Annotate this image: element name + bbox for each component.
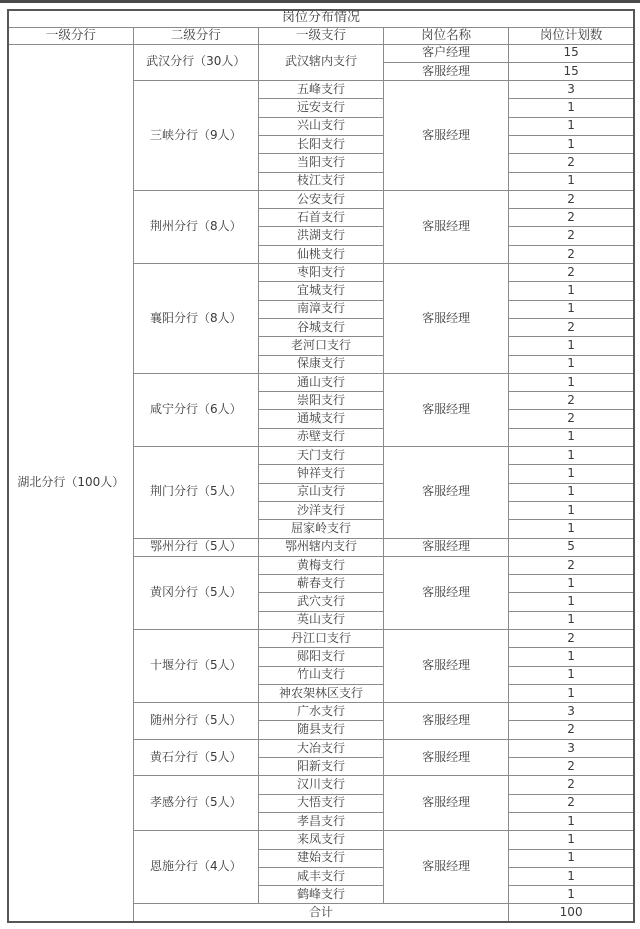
cell-count: 15: [509, 44, 634, 62]
cell-second-level-branch: 武汉分行（30人）: [133, 44, 258, 81]
cell-count: 1: [509, 648, 634, 666]
cell-count: 1: [509, 465, 634, 483]
cell-sub-branch: 天门支行: [258, 447, 383, 465]
cell-count: 2: [509, 794, 634, 812]
cell-position: 客户经理: [384, 44, 509, 62]
cell-count: 1: [509, 117, 634, 135]
cell-count: 2: [509, 721, 634, 739]
cell-sub-branch: 赤壁支行: [258, 428, 383, 446]
cell-sub-branch: 英山支行: [258, 611, 383, 629]
cell-count: 1: [509, 501, 634, 519]
cell-sub-branch: 竹山支行: [258, 666, 383, 684]
cell-count: 1: [509, 135, 634, 153]
cell-sub-branch: 通山支行: [258, 373, 383, 391]
cell-count: 2: [509, 776, 634, 794]
cell-sub-branch: 兴山支行: [258, 117, 383, 135]
cell-sub-branch: 广水支行: [258, 703, 383, 721]
cell-sub-branch: 蕲春支行: [258, 575, 383, 593]
cell-count: 1: [509, 886, 634, 904]
cell-count: 1: [509, 520, 634, 538]
cell-count: 3: [509, 739, 634, 757]
cell-count: 3: [509, 81, 634, 99]
cell-sub-branch: 长阳支行: [258, 135, 383, 153]
cell-sub-branch: 孝昌支行: [258, 812, 383, 830]
total-label: 合计: [133, 904, 509, 922]
cell-position: 客服经理: [384, 373, 509, 446]
table-body: [8, 44, 634, 922]
cell-sub-branch: 枝江支行: [258, 172, 383, 190]
cell-sub-branch: 武汉辖内支行: [258, 44, 383, 81]
cell-second-level-branch: 恩施分行（4人）: [133, 831, 258, 904]
cell-sub-branch: 公安支行: [258, 190, 383, 208]
cell-sub-branch: 当阳支行: [258, 154, 383, 172]
cell-sub-branch: 屈家岭支行: [258, 520, 383, 538]
cell-sub-branch: 谷城支行: [258, 318, 383, 336]
cell-count: 15: [509, 62, 634, 80]
cell-sub-branch: 神农架林区支行: [258, 684, 383, 702]
column-header-second-level-branch: 二级分行: [133, 27, 258, 44]
cell-count: 1: [509, 593, 634, 611]
table-title: 岗位分布情况: [8, 10, 634, 27]
cell-second-level-branch: 荆门分行（5人）: [133, 447, 258, 538]
cell-sub-branch: 五峰支行: [258, 81, 383, 99]
table-row: [8, 44, 634, 62]
cell-count: 1: [509, 684, 634, 702]
cell-position: 客服经理: [384, 703, 509, 740]
cell-sub-branch: 郧阳支行: [258, 648, 383, 666]
cell-count: 2: [509, 556, 634, 574]
cell-first-level-branch: 湖北分行（100人）: [8, 44, 133, 922]
cell-position: 客服经理: [384, 538, 509, 556]
cell-sub-branch: 宜城支行: [258, 282, 383, 300]
cell-sub-branch: 京山支行: [258, 483, 383, 501]
cell-sub-branch: 南漳支行: [258, 300, 383, 318]
cell-count: 1: [509, 337, 634, 355]
cell-sub-branch: 钟祥支行: [258, 465, 383, 483]
cell-count: 1: [509, 447, 634, 465]
cell-second-level-branch: 荆州分行（8人）: [133, 190, 258, 263]
cell-second-level-branch: 随州分行（5人）: [133, 703, 258, 740]
cell-count: 2: [509, 410, 634, 428]
cell-sub-branch: 大悟支行: [258, 794, 383, 812]
cell-sub-branch: 老河口支行: [258, 337, 383, 355]
cell-position: 客服经理: [384, 81, 509, 191]
title-row: [8, 10, 634, 27]
cell-count: 1: [509, 575, 634, 593]
cell-count: 3: [509, 703, 634, 721]
cell-count: 1: [509, 282, 634, 300]
cell-sub-branch: 通城支行: [258, 410, 383, 428]
cell-sub-branch: 枣阳支行: [258, 264, 383, 282]
cell-sub-branch: 黄梅支行: [258, 556, 383, 574]
cell-sub-branch: 咸丰支行: [258, 867, 383, 885]
column-header-first-level-branch: 一级分行: [8, 27, 133, 44]
cell-sub-branch: 鄂州辖内支行: [258, 538, 383, 556]
cell-sub-branch: 沙洋支行: [258, 501, 383, 519]
cell-sub-branch: 鹤峰支行: [258, 886, 383, 904]
cell-sub-branch: 丹江口支行: [258, 630, 383, 648]
cell-sub-branch: 洪湖支行: [258, 227, 383, 245]
cell-sub-branch: 武穴支行: [258, 593, 383, 611]
cell-position: 客服经理: [384, 776, 509, 831]
cell-sub-branch: 大冶支行: [258, 739, 383, 757]
cell-sub-branch: 阳新支行: [258, 758, 383, 776]
cell-count: 1: [509, 867, 634, 885]
column-header-sub-branch: 一级支行: [258, 27, 383, 44]
cell-count: 1: [509, 483, 634, 501]
cell-count: 1: [509, 355, 634, 373]
cell-count: 2: [509, 209, 634, 227]
cell-second-level-branch: 咸宁分行（6人）: [133, 373, 258, 446]
cell-count: 1: [509, 831, 634, 849]
cell-second-level-branch: 襄阳分行（8人）: [133, 264, 258, 374]
cell-sub-branch: 汉川支行: [258, 776, 383, 794]
cell-count: 1: [509, 373, 634, 391]
cell-sub-branch: 仙桃支行: [258, 245, 383, 263]
cell-count: 2: [509, 630, 634, 648]
cell-second-level-branch: 黄石分行（5人）: [133, 739, 258, 776]
cell-count: 2: [509, 245, 634, 263]
cell-count: 2: [509, 264, 634, 282]
cell-count: 2: [509, 190, 634, 208]
cell-second-level-branch: 三峡分行（9人）: [133, 81, 258, 191]
cell-sub-branch: 随县支行: [258, 721, 383, 739]
cell-count: 1: [509, 300, 634, 318]
cell-count: 1: [509, 611, 634, 629]
cell-second-level-branch: 孝感分行（5人）: [133, 776, 258, 831]
cell-count: 2: [509, 154, 634, 172]
cell-second-level-branch: 鄂州分行（5人）: [133, 538, 258, 556]
cell-position: 客服经理: [384, 630, 509, 703]
cell-sub-branch: 远安支行: [258, 99, 383, 117]
column-header-position-name: 岗位名称: [384, 27, 509, 44]
header-row: [8, 27, 634, 44]
top-edge-bar: [0, 0, 640, 3]
cell-count: 1: [509, 812, 634, 830]
cell-position: 客服经理: [384, 264, 509, 374]
cell-position: 客服经理: [384, 62, 509, 80]
cell-sub-branch: 保康支行: [258, 355, 383, 373]
cell-sub-branch: 崇阳支行: [258, 392, 383, 410]
cell-count: 2: [509, 227, 634, 245]
cell-count: 1: [509, 666, 634, 684]
cell-position: 客服经理: [384, 831, 509, 904]
cell-count: 1: [509, 99, 634, 117]
cell-second-level-branch: 十堰分行（5人）: [133, 630, 258, 703]
position-distribution-table: [7, 9, 635, 923]
cell-count: 1: [509, 172, 634, 190]
cell-count: 2: [509, 318, 634, 336]
cell-position: 客服经理: [384, 739, 509, 776]
cell-count: 1: [509, 428, 634, 446]
cell-count: 5: [509, 538, 634, 556]
total-value: 100: [509, 904, 634, 922]
cell-second-level-branch: 黄冈分行（5人）: [133, 556, 258, 629]
cell-count: 1: [509, 849, 634, 867]
cell-count: 2: [509, 758, 634, 776]
cell-position: 客服经理: [384, 190, 509, 263]
cell-sub-branch: 建始支行: [258, 849, 383, 867]
cell-position: 客服经理: [384, 447, 509, 538]
cell-sub-branch: 石首支行: [258, 209, 383, 227]
column-header-position-count: 岗位计划数: [509, 27, 634, 44]
cell-sub-branch: 来凤支行: [258, 831, 383, 849]
cell-count: 2: [509, 392, 634, 410]
cell-position: 客服经理: [384, 556, 509, 629]
